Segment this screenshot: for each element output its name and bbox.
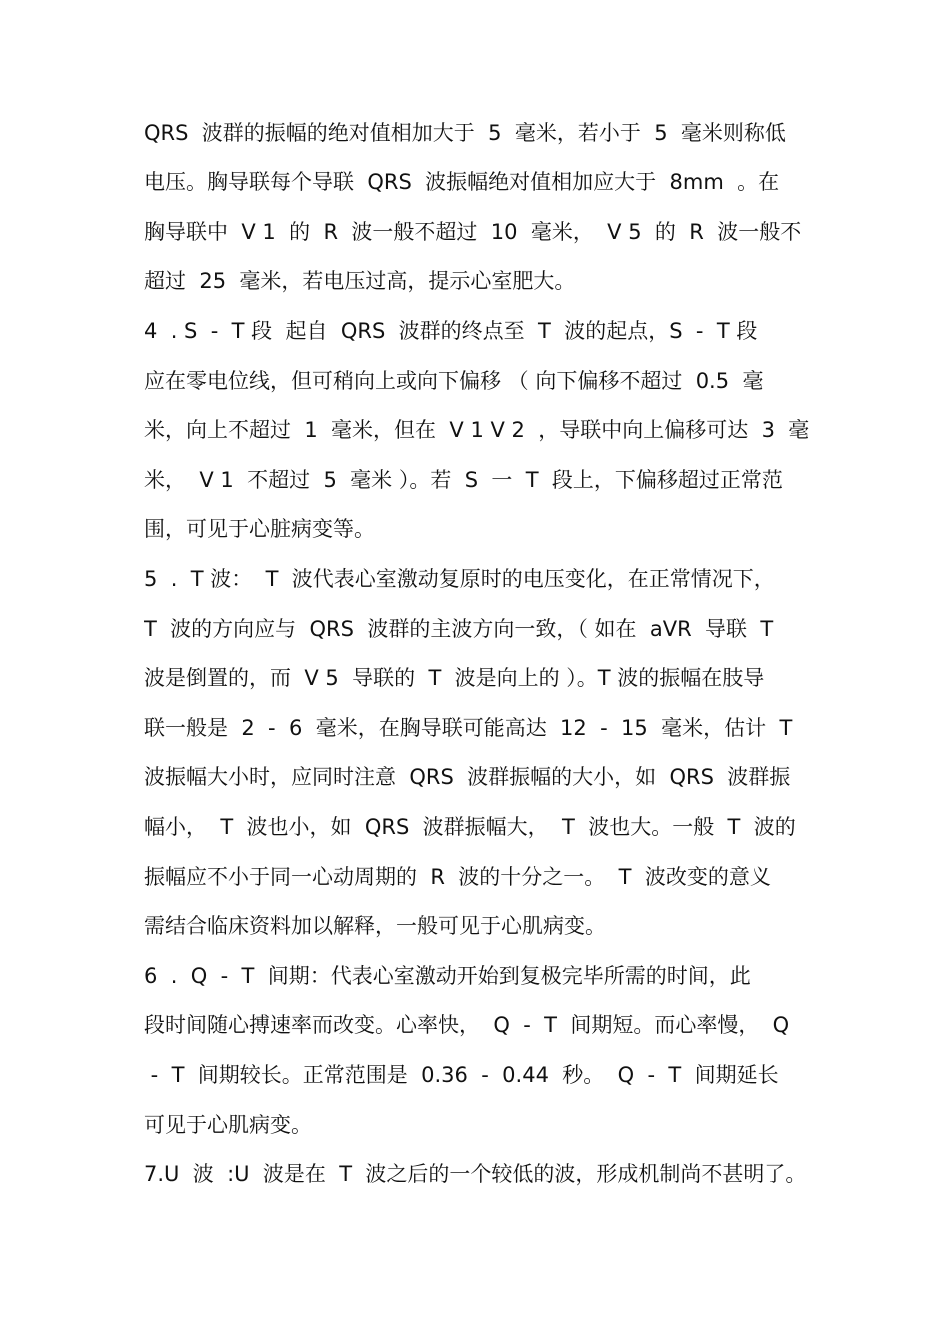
- text-line: 米，向上不超过 1 毫米，但在 V 1 V 2 ，导联中向上偏移可达 3 毫: [144, 418, 810, 442]
- text-line: 7.U 波 :U 波是在 T 波之后的一个较低的波，形成机制尚不甚明了。: [144, 1162, 807, 1186]
- text-line: 5 . T 波： T 波代表心室激动复原时的电压变化，在正常情况下，: [144, 567, 775, 591]
- text-line: 波振幅大小时，应同时注意 QRS 波群振幅的大小，如 QRS 波群振: [144, 765, 791, 789]
- text-line: QRS 波群的振幅的绝对值相加大于 5 毫米，若小于 5 毫米则称低: [144, 121, 786, 145]
- text-line: 电压。胸导联每个导联 QRS 波振幅绝对值相加应大于 8mm 。在: [144, 170, 780, 194]
- text-line: 振幅应不小于同一心动周期的 R 波的十分之一。 T 波改变的意义: [144, 865, 771, 889]
- text-line: 波是倒置的，而 V 5 导联的 T 波是向上的 ）。T 波的振幅在肢导: [144, 666, 765, 690]
- text-line: 段时间随心搏速率而改变。心率快， Q - T 间期短。而心率慢， Q: [144, 1013, 790, 1037]
- text-line: 需结合临床资料加以解释，一般可见于心肌病变。: [144, 914, 606, 938]
- text-line: 6 . Q - T 间期：代表心室激动开始到复极完毕所需的时间，此: [144, 964, 751, 988]
- text-line: 幅小， T 波也小，如 QRS 波群振幅大， T 波也大。一般 T 波的: [144, 815, 796, 839]
- text-line: 超过 25 毫米，若电压过高，提示心室肥大。: [144, 269, 576, 293]
- text-line: 应在零电位线，但可稍向上或向下偏移 （ 向下偏移不超过 0.5 毫: [144, 369, 764, 393]
- text-line: 胸导联中 V 1 的 R 波一般不超过 10 毫米， V 5 的 R 波一般不: [144, 220, 802, 244]
- text-line: 联一般是 2 - 6 毫米，在胸导联可能高达 12 - 15 毫米，估计 T: [144, 716, 793, 740]
- text-line: 4 . S - T 段 起自 QRS 波群的终点至 T 波的起点，S - T 段: [144, 319, 758, 343]
- text-line: 可见于心肌病变。: [144, 1113, 312, 1137]
- text-line: - T 间期较长。正常范围是 0.36 - 0.44 秒。 Q - T 间期延长: [144, 1063, 779, 1087]
- text-line: T 波的方向应与 QRS 波群的主波方向一致，（ 如在 aVR 导联 T: [144, 617, 774, 641]
- text-line: 围，可见于心脏病变等。: [144, 517, 375, 541]
- text-line: 米， V 1 不超过 5 毫米 ）。若 S 一 T 段上，下偏移超过正常范: [144, 468, 783, 492]
